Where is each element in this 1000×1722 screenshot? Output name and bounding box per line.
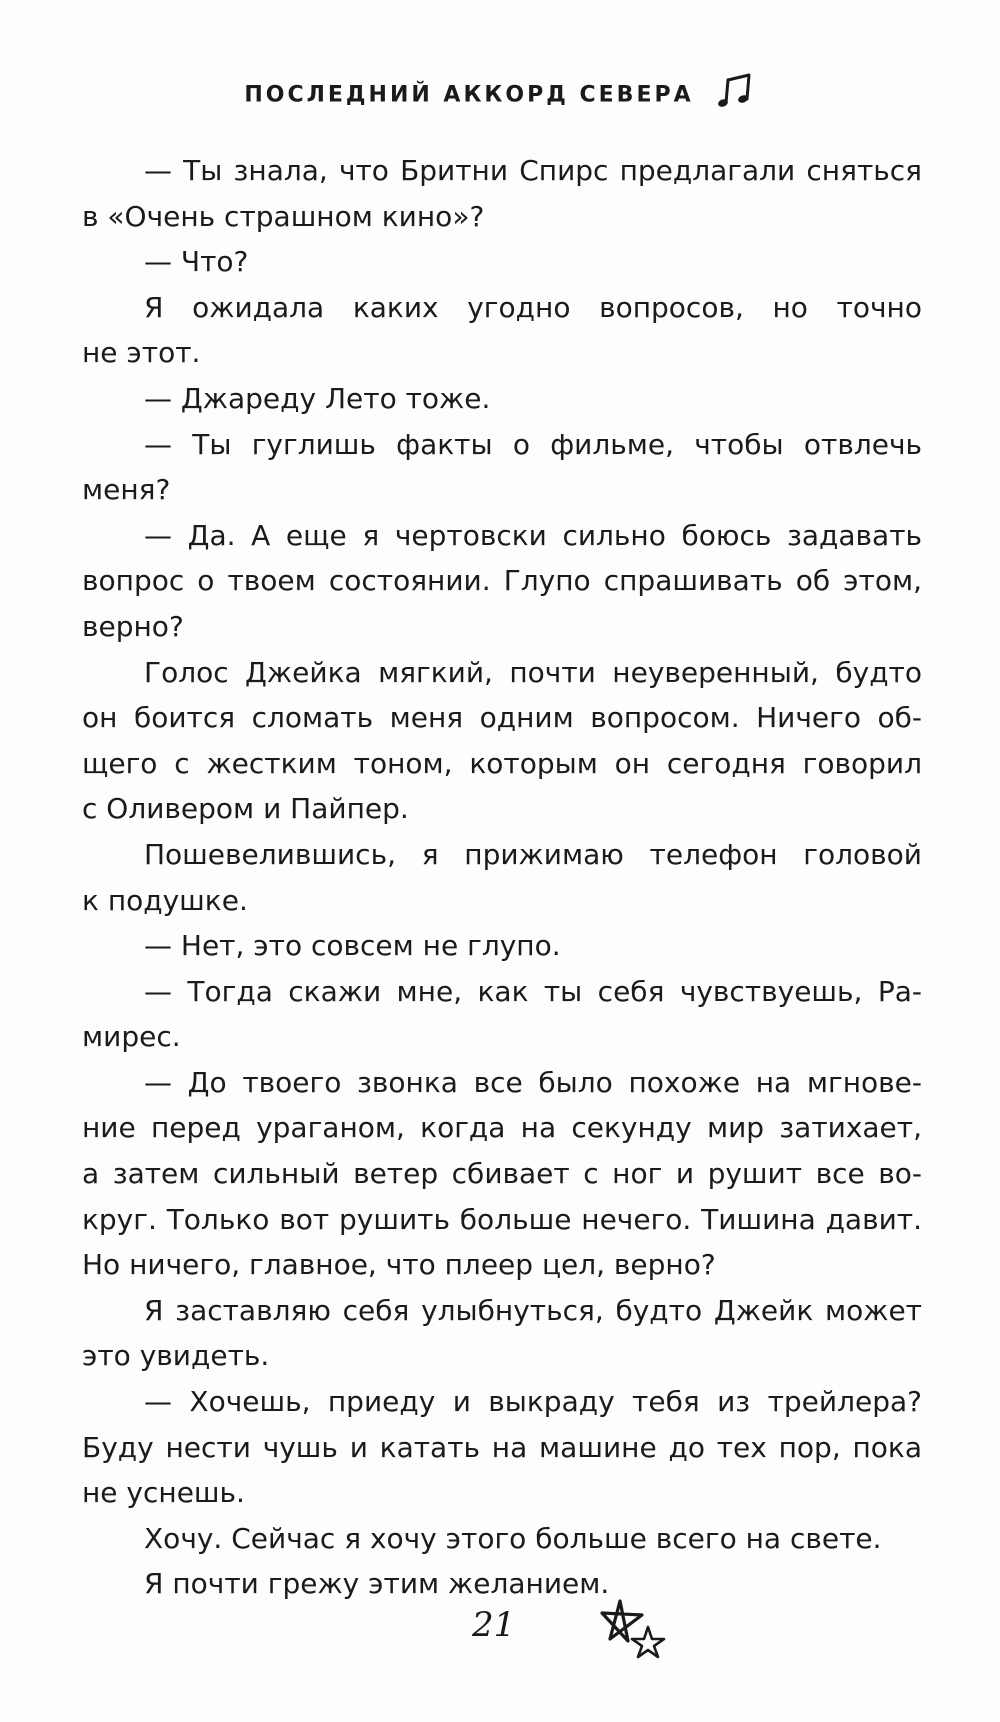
text-line: — Нет, это совсем не глупо. [144, 929, 561, 963]
text-line: щего с жестким тоном, которым он сегодня говорил [82, 746, 922, 780]
text-line: — Джареду Лето тоже. [144, 381, 491, 415]
star-icon [598, 1597, 666, 1659]
page-number: 21 [472, 1605, 516, 1645]
text-line: он боится сломать меня одним вопросом. Ничего об- [82, 701, 922, 735]
page-footer [0, 1595, 1000, 1675]
text-line: — Ты гуглишь факты о фильме, чтобы отвлечь [144, 427, 922, 461]
text-line: — Ты знала, что Бритни Спирс предлагали сняться [144, 154, 922, 187]
text-line: не уснешь. [82, 1476, 245, 1510]
text-line: Я ожидала каких угодно вопросов, но точно [144, 290, 922, 324]
text-line: — Тогда скажи мне, как ты себя чувствуешь, Ра- [144, 974, 922, 1008]
text-line: не этот. [82, 336, 201, 370]
text-line: с Оливером и Пайпер. [82, 792, 409, 826]
text-line: круг. Только вот рушить больше нечего. Тишина давит. [82, 1202, 922, 1236]
text-line: — Что? [144, 245, 249, 279]
text-line: — Да. А еще я чертовски сильно боюсь задавать [144, 518, 922, 552]
music-note-icon [716, 70, 756, 110]
text-line: мирес. [82, 1020, 181, 1054]
text-line: — Хочешь, приеду и выкраду тебя из трейлера? [144, 1385, 922, 1419]
text-line: Я заставляю себя улыбнуться, будто Джейк может [144, 1293, 922, 1327]
text-line: — До твоего звонка все было похоже на мгнове- [144, 1065, 922, 1099]
text-line: Буду нести чушь и катать на машине до тех пор, пока [82, 1430, 922, 1464]
text-line: ние перед ураганом, когда на секунду мир затихает, [82, 1111, 922, 1145]
text-line: Я почти грежу этим желанием. [144, 1567, 610, 1601]
running-header [0, 80, 1000, 110]
text-line: верно? [82, 609, 184, 643]
text-line: вопрос о твоем состоянии. Глупо спрашивать об этом, [82, 564, 922, 598]
text-line: меня? [82, 473, 171, 507]
text-line: Голос Джейка мягкий, почти неуверенный, будто [144, 655, 922, 689]
text-line: Пошевелившись, я прижимаю телефон головой [144, 837, 922, 871]
page-body [82, 148, 922, 1607]
text-line: Но ничего, главное, что плеер цел, верно? [82, 1248, 716, 1282]
text-line: это увидеть. [82, 1339, 270, 1373]
text-line: Хочу. Сейчас я хочу этого больше всего на свете. [144, 1521, 882, 1555]
text-line: в «Очень страшном кино»? [82, 199, 485, 233]
text-line: к подушке. [82, 883, 248, 917]
running-header-title: ПОСЛЕДНИЙ АККОРД СЕВЕРА [244, 82, 694, 108]
text-line: а затем сильный ветер сбивает с ног и рушит все во- [82, 1157, 922, 1191]
